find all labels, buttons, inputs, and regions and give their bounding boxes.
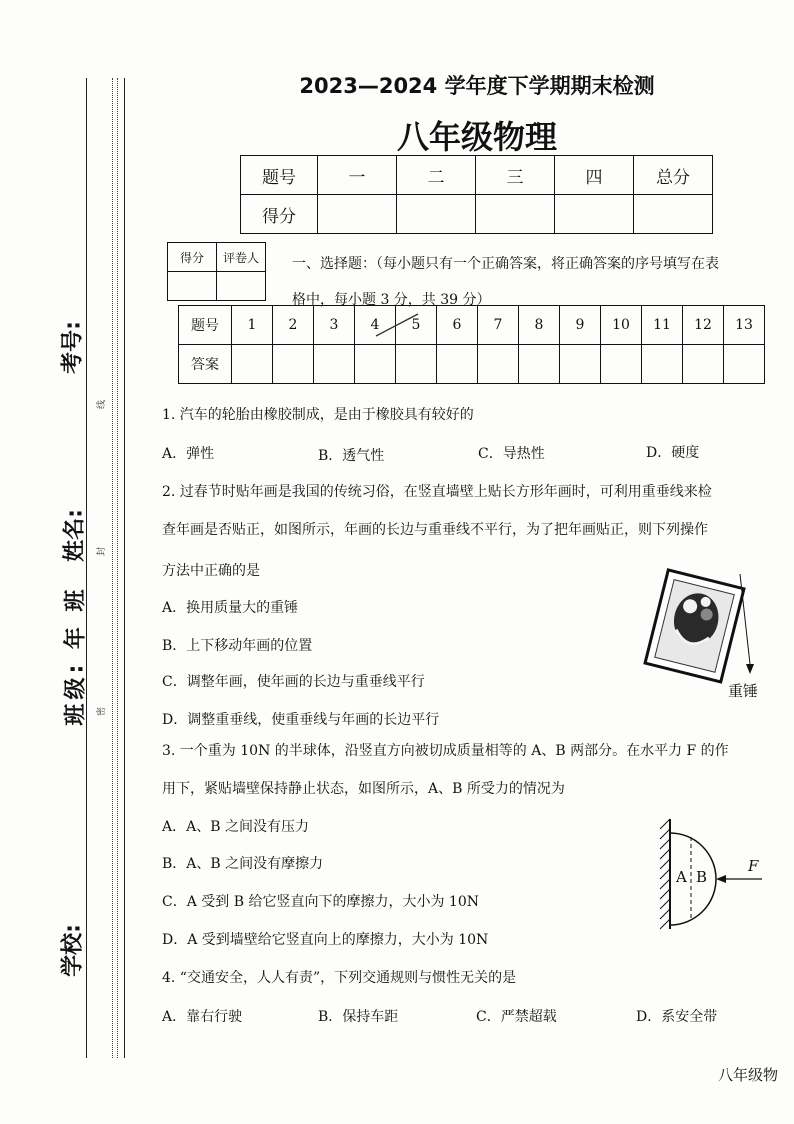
seal-char-seal: 封 (97, 546, 108, 557)
year-painting-figure (640, 564, 760, 694)
plumb-weight-label: 重锤 (728, 682, 759, 700)
binding-line-dotted-2 (117, 78, 118, 1058)
page-footer: 八年级物 (718, 1066, 779, 1084)
question-1-option-c: C．导热性 (478, 446, 545, 462)
pen-mark (372, 310, 422, 340)
hemisphere-figure (656, 815, 766, 935)
score-header-cell: 二 (397, 156, 476, 195)
answer-cell[interactable] (273, 345, 314, 384)
answer-cell[interactable] (314, 345, 355, 384)
answer-cell[interactable] (642, 345, 683, 384)
score-header-cell: 四 (555, 156, 634, 195)
question-1-option-a: A．弹性 (162, 446, 215, 462)
question-number-cell: 11 (642, 306, 683, 345)
score-header-cell: 题号 (241, 156, 318, 195)
binding-line-dotted (112, 78, 113, 1058)
question-2-stem-line2: 查年画是否贴正，如图所示，年画的长边与重垂线不平行，为了把年画贴正，则下列操作 (162, 522, 708, 538)
question-4-option-b: B．保持车距 (318, 1009, 399, 1025)
binding-line-inner (124, 78, 125, 1058)
answer-row1-label: 题号 (179, 306, 232, 345)
score-header-cell: 三 (476, 156, 555, 195)
grader-score-cell[interactable] (168, 272, 217, 301)
answer-number-row (179, 306, 765, 345)
answer-cell[interactable] (232, 345, 273, 384)
seal-char-line: 线 (97, 399, 108, 410)
question-2-option-b: B．上下移动年画的位置 (162, 638, 313, 654)
question-3-option-a: A．A、B 之间没有压力 (162, 819, 309, 835)
exam-no-label: 考号: (60, 321, 86, 374)
exam-header: 2023—2024 学年度下学期期末检测 (299, 74, 655, 98)
question-number-cell: 12 (683, 306, 724, 345)
answer-cell[interactable] (396, 345, 437, 384)
question-number-cell: 10 (601, 306, 642, 345)
answer-cell[interactable] (519, 345, 560, 384)
answer-cell[interactable] (355, 345, 396, 384)
question-4-option-d: D．系安全带 (636, 1009, 718, 1025)
question-3-stem-line1: 3. 一个重为 10N 的半球体，沿竖直方向被切成质量相等的 A、B 两部分。在水平力 F 的作 (162, 743, 729, 759)
score-cell[interactable] (318, 195, 397, 234)
answer-fill-row (179, 345, 765, 384)
question-1-stem: 1. 汽车的轮胎由橡胶制成，是由于橡胶具有较好的 (162, 407, 474, 423)
question-number-cell: 7 (478, 306, 519, 345)
question-number-cell: 1 (232, 306, 273, 345)
question-3-option-b: B．A、B 之间没有摩擦力 (162, 856, 324, 872)
seal-char-secret: 密 (97, 706, 108, 717)
question-2-option-a: A．换用质量大的重锤 (162, 600, 299, 616)
question-3-option-c: C．A 受到 B 给它竖直向下的摩擦力，大小为 10N (162, 894, 479, 910)
force-label-f: F (748, 857, 759, 875)
answer-table (178, 305, 765, 384)
hemisphere-label-b: B (696, 868, 708, 886)
answer-cell[interactable] (683, 345, 724, 384)
class-label: 班级: 年 班 (63, 585, 89, 726)
score-cell[interactable] (397, 195, 476, 234)
question-2-stem-line1: 2. 过春节时贴年画是我国的传统习俗，在竖直墙壁上贴长方形年画时，可利用重垂线来检 (162, 484, 712, 500)
question-2-option-c: C．调整年画，使年画的长边与重垂线平行 (162, 674, 425, 690)
grader-score-label: 得分 (168, 243, 217, 272)
question-number-cell: 13 (724, 306, 765, 345)
question-4-stem: 4. “交通安全，人人有责”，下列交通规则与惯性无关的是 (162, 970, 517, 986)
answer-cell[interactable] (601, 345, 642, 384)
grader-name-label: 评卷人 (217, 243, 266, 272)
grader-table (167, 242, 266, 301)
score-row-label: 得分 (241, 195, 318, 234)
question-1-option-d: D．硬度 (646, 445, 700, 461)
grader-name-cell[interactable] (217, 272, 266, 301)
score-cell[interactable] (555, 195, 634, 234)
question-number-cell: 2 (273, 306, 314, 345)
question-number-cell: 6 (437, 306, 478, 345)
name-label: 姓名: (62, 509, 88, 562)
question-3-option-d: D．A 受到墙壁给它竖直向上的摩擦力，大小为 10N (162, 932, 489, 948)
question-number-cell: 3 (314, 306, 355, 345)
score-cell[interactable] (476, 195, 555, 234)
question-2-option-d: D．调整重垂线，使重垂线与年画的长边平行 (162, 712, 440, 728)
score-table-score-row (241, 195, 713, 234)
section-one-line2: 格中，每小题 3 分，共 39 分） (292, 292, 491, 308)
force-arrowhead (716, 875, 726, 883)
answer-cell[interactable] (478, 345, 519, 384)
question-number-cell: 5 (396, 306, 437, 345)
question-number-cell: 9 (560, 306, 601, 345)
question-4-option-c: C．严禁超载 (476, 1009, 557, 1025)
answer-row2-label: 答案 (179, 345, 232, 384)
score-cell[interactable] (634, 195, 713, 234)
question-3-stem-line2: 用下，紧贴墙壁保持静止状态，如图所示，A、B 所受力的情况为 (162, 781, 565, 797)
question-2-stem-line3: 方法中正确的是 (162, 563, 260, 579)
answer-cell[interactable] (560, 345, 601, 384)
answer-cell[interactable] (437, 345, 478, 384)
question-4-option-a: A．靠右行驶 (162, 1009, 243, 1025)
question-1-option-b: B．透气性 (318, 448, 385, 464)
score-table (240, 155, 713, 234)
score-header-cell: 一 (318, 156, 397, 195)
score-header-cell: 总分 (634, 156, 713, 195)
school-label: 学校: (60, 924, 86, 977)
score-table-header-row (241, 156, 713, 195)
exam-subject-title: 八年级物理 (396, 118, 557, 156)
plumb-weight (746, 664, 754, 674)
section-one-line1: 一、选择题：（每小题只有一个正确答案，将正确答案的序号填写在表 (292, 256, 719, 272)
answer-cell[interactable] (724, 345, 765, 384)
plumb-line (740, 574, 750, 664)
question-number-cell: 4 (355, 306, 396, 345)
question-number-cell: 8 (519, 306, 560, 345)
hemisphere-label-a: A (676, 868, 687, 886)
